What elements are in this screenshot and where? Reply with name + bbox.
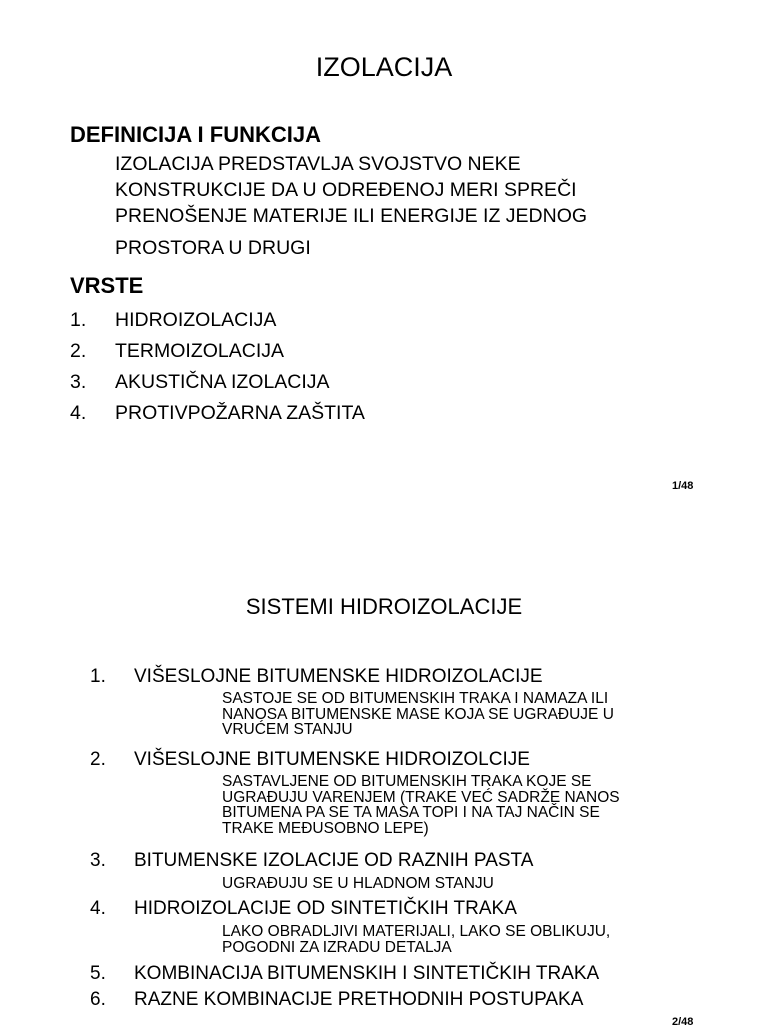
item-description [222, 774, 620, 836]
page-title: IZOLACIJA [315, 52, 453, 82]
list-item [90, 850, 690, 872]
description-line: NANOSA BITUMENSKE MASE KOJA SE UGRAĐUJE U [222, 705, 614, 723]
list-item [70, 402, 470, 426]
definition-text [115, 151, 587, 229]
list-label: HIDROIZOLACIJA [115, 309, 277, 331]
list-number: 2. [70, 340, 87, 362]
list-label: PROTIVPOŽARNA ZAŠTITA [115, 402, 365, 424]
definition-line: IZOLACIJA PREDSTAVLJA SVOJSTVO NEKE [115, 153, 521, 175]
list-number: 6. [90, 989, 106, 1010]
description-line: VRUĆEM STANJU [222, 721, 353, 738]
definition-line: PROSTORA U DRUGI [115, 237, 311, 259]
list-label: TERMOIZOLACIJA [115, 340, 285, 362]
list-label: VIŠESLOJNE BITUMENSKE HIDROIZOLCIJE [134, 749, 530, 770]
section-title: SISTEMI HIDROIZOLACIJE [245, 594, 523, 619]
list-label: RAZNE KOMBINACIJE PRETHODNIH POSTUPAKA [134, 989, 584, 1010]
list-item [70, 340, 470, 364]
description-line: TRAKE MEĐUSOBNO LEPE) [222, 819, 429, 837]
list-label: KOMBINACIJA BITUMENSKIH I SINTETIČKIH TRAKA [134, 963, 600, 984]
list-item [70, 309, 470, 333]
list-number: 4. [70, 402, 87, 424]
list-number: 2. [90, 749, 106, 770]
list-number: 4. [90, 898, 106, 919]
types-heading: VRSTE [70, 273, 144, 298]
page-number: 2/48 [672, 1016, 694, 1028]
list-item [90, 749, 690, 771]
description-line: UGRAĐUJU VARENJEM (TRAKE VEĆ SADRŽE NANOS [222, 788, 620, 806]
description-line: UGRAĐUJU SE U HLADNOM STANJU [222, 875, 494, 892]
description-line: SASTOJE SE OD BITUMENSKIH TRAKA I NAMAZA ILI [222, 690, 609, 707]
definition-heading: DEFINICIJA I FUNKCIJA [70, 122, 321, 147]
list-item [70, 371, 470, 395]
list-item [90, 898, 690, 920]
list-label: VIŠESLOJNE BITUMENSKE HIDROIZOLACIJE [134, 666, 543, 687]
list-item [90, 963, 690, 985]
list-number: 3. [90, 850, 106, 871]
description-line: LAKO OBRADLJIVI MATERIJALI, LAKO SE OBLIKUJU, [222, 923, 611, 940]
list-label: AKUSTIČNA IZOLACIJA [115, 371, 330, 393]
page-number: 1/48 [672, 480, 694, 492]
item-description [222, 876, 494, 892]
description-line: POGODNI ZA IZRADU DETALJA [222, 938, 452, 956]
list-number: 5. [90, 963, 106, 984]
list-number: 1. [90, 666, 106, 687]
list-label: HIDROIZOLACIJE OD SINTETIČKIH TRAKA [134, 898, 517, 919]
item-description [222, 924, 610, 955]
definition-line: KONSTRUKCIJE DA U ODREĐENOJ MERI SPREČI [115, 179, 577, 201]
item-description [222, 691, 614, 738]
list-number: 3. [70, 371, 87, 393]
definition-line: PRENOŠENJE MATERIJE ILI ENERGIJE IZ JEDNOG [115, 205, 588, 227]
list-item [90, 989, 690, 1011]
list-number: 1. [70, 309, 87, 331]
list-item [90, 666, 690, 688]
description-line: BITUMENA PA SE TA MASA TOPI I NA TAJ NAČIN SE [222, 804, 600, 821]
description-line: SASTAVLJENE OD BITUMENSKIH TRAKA KOJE SE [222, 773, 592, 790]
list-label: BITUMENSKE IZOLACIJE OD RAZNIH PASTA [134, 850, 534, 871]
